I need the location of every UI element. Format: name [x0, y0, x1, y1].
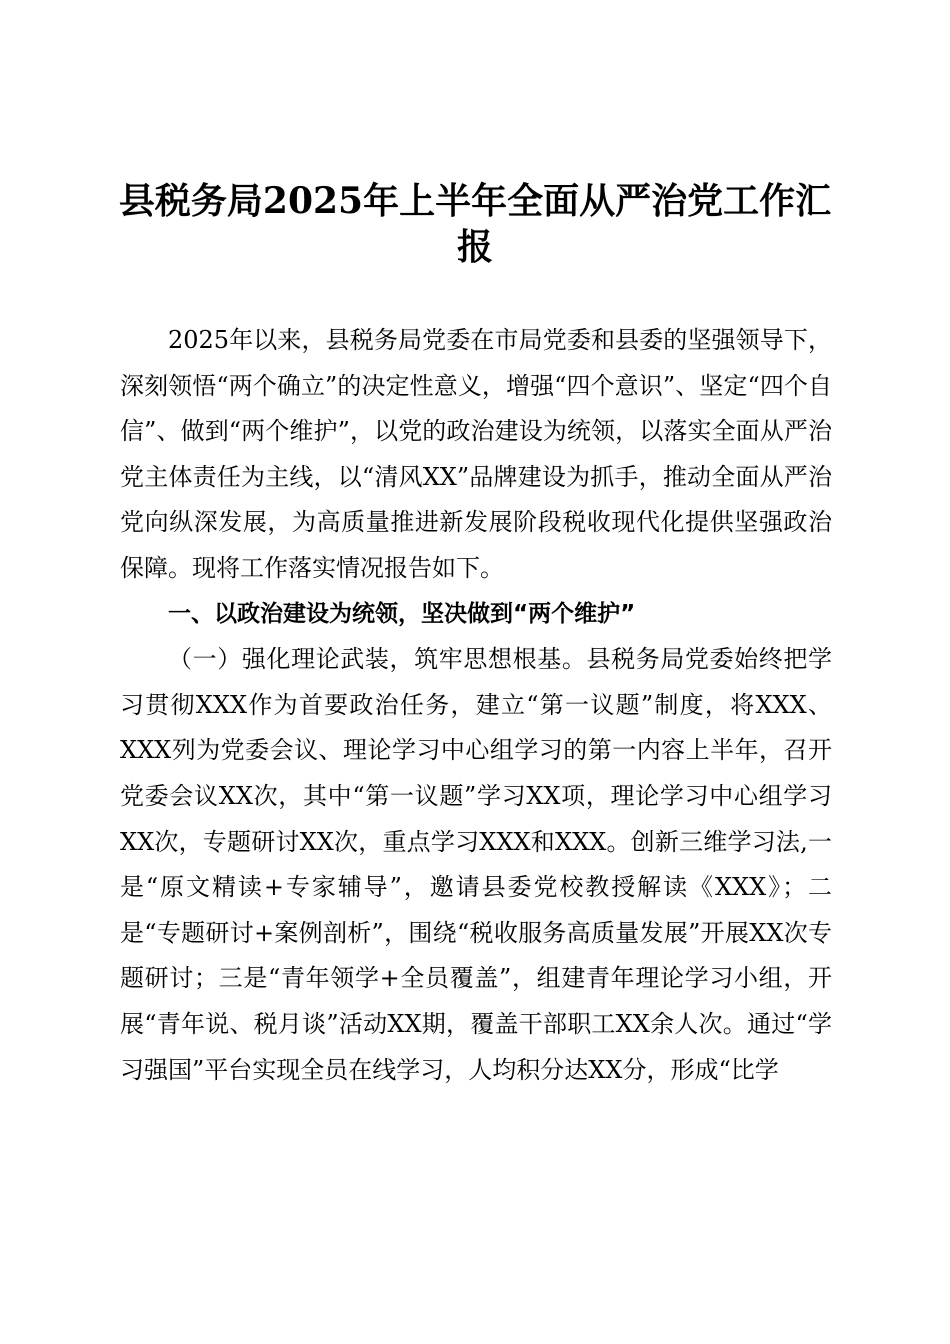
intro-paragraph: 2025年以来，县税务局党委在市局党委和县委的坚强领导下，深刻领悟“两个确立”的决定性意义，增强“四个意识”、坚定“四个自信”、做到“两个维护”，以党的政治建设为统领，以落实全面从严治党主体责任为主线，以“清风XX”品牌建设为抓手，推动全面从严治党向纵深发展，为高质量推进新发展阶段税收现代化提供坚强政治保障。现将工作落实情况报告如下。 — [120, 326, 832, 582]
subsection-1-text: 县税务局党委始终把学习贯彻XXX作为首要政治任务，建立“第一议题”制度，将XXX、XXX列为党委会议、理论学习中心组学习的第一内容上半年，召开党委会议XX次，其中“第一议题”学习XX项，理论学习中心组学习XX次，专题研讨XX次，重点学习XXX和XXX。创新三维学习法,一是“原文精读+专家辅导”，邀请县委党校教授解读《XXX》；二是“专题研讨+案例剖析”，围绕“税收服务高质量发展”开展XX次专题研讨；三是“青年领学+全员覆盖”，组建青年理论学习小组，开展“青年说、税月谈”活动XX期，覆盖干部职工XX余人次。通过“学习强国”平台实现全员在线学习，人均积分达XX分，形成“比学 — [120, 645, 833, 1084]
document-title: 县税务局2025年上半年全面从严治党工作汇报 — [118, 180, 832, 268]
section-1-heading: 一、以政治建设为统领，坚决做到“两个维护” — [168, 600, 636, 627]
subsection-1-paragraph — [120, 637, 832, 1093]
subsection-1-lead: （一）强化理论武装，筑牢思想根基。 — [168, 645, 587, 674]
document-body — [120, 318, 832, 1093]
